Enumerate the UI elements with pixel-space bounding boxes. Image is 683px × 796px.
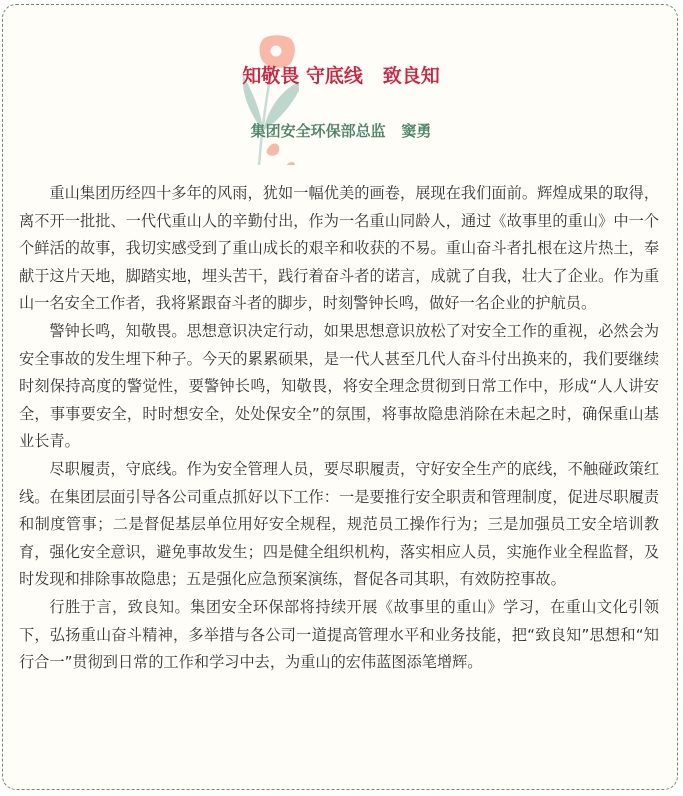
flower-icon [229, 35, 299, 165]
article-body [19, 180, 659, 677]
paragraph: 尽职履责，守底线。作为安全管理人员，要尽职履责，守好安全生产的底线，不触碰政策红线。在集团层面引导各公司重点抓好以下工作：一是要推行安全职责和管理制度，促进尽职履责和制度管事；二是督促基层单位用好安全规程，规范员工操作行为；三是加强员工安全培训教育，强化安全意识，避免事故发生；四是健全组织机构，落实相应人员，实施作业全程监督，及时发现和排除事故隐患；五是强化应急预案演练，督促各司其职，有效防控事故。 [19, 459, 659, 589]
paragraph: 警钟长鸣，知敬畏。思想意识决定行动，如果思想意识放松了对安全工作的重视，必然会为安全事故的发生埋下种子。今天的累累硕果，是一代人甚至几代人奋斗付出换来的，我们要继续时刻保持高度的警觉性，要警钟长鸣，知敬畏，将安全理念贯彻到日常工作中，形成“人人讲安全，事事要安全，时时想安全，处处保安全”的氛围，将事故隐患消除在未起之时，确保重山基业长青。 [19, 321, 659, 451]
paragraph: 重山集团历经四十多年的风雨，犹如一幅优美的画卷，展现在我们面前。辉煌成果的取得，离不开一批批、一代代重山人的辛勤付出，作为一名重山同龄人，通过《故事里的重山》中一个个鲜活的故事，我切实感受到了重山成长的艰辛和收获的不易。重山奋斗者扎根在这片热土，奉献于这片天地，脚踏实地，埋头苦干，践行着奋斗者的诺言，成就了自我，壮大了企业。作为重山一名安全工作者，我将紧跟奋斗者的脚步，时刻警钟长鸣，做好一名企业的护航员。 [19, 184, 659, 313]
article-card [2, 4, 678, 790]
article-title: 知敬畏 守底线 致良知 [242, 65, 440, 87]
author-byline: 集团安全环保部总监 窦勇 [250, 122, 432, 140]
paragraph: 行胜于言，致良知。集团安全环保部将持续开展《故事里的重山》学习，在重山文化引领下，弘扬重山奋斗精神，多举措与各公司一道提高管理水平和业务技能，把“致良知”思想和“知行合一”贯彻到日常的工作和学习中去，为重山的宏伟蓝图添笔增辉。 [19, 597, 659, 672]
